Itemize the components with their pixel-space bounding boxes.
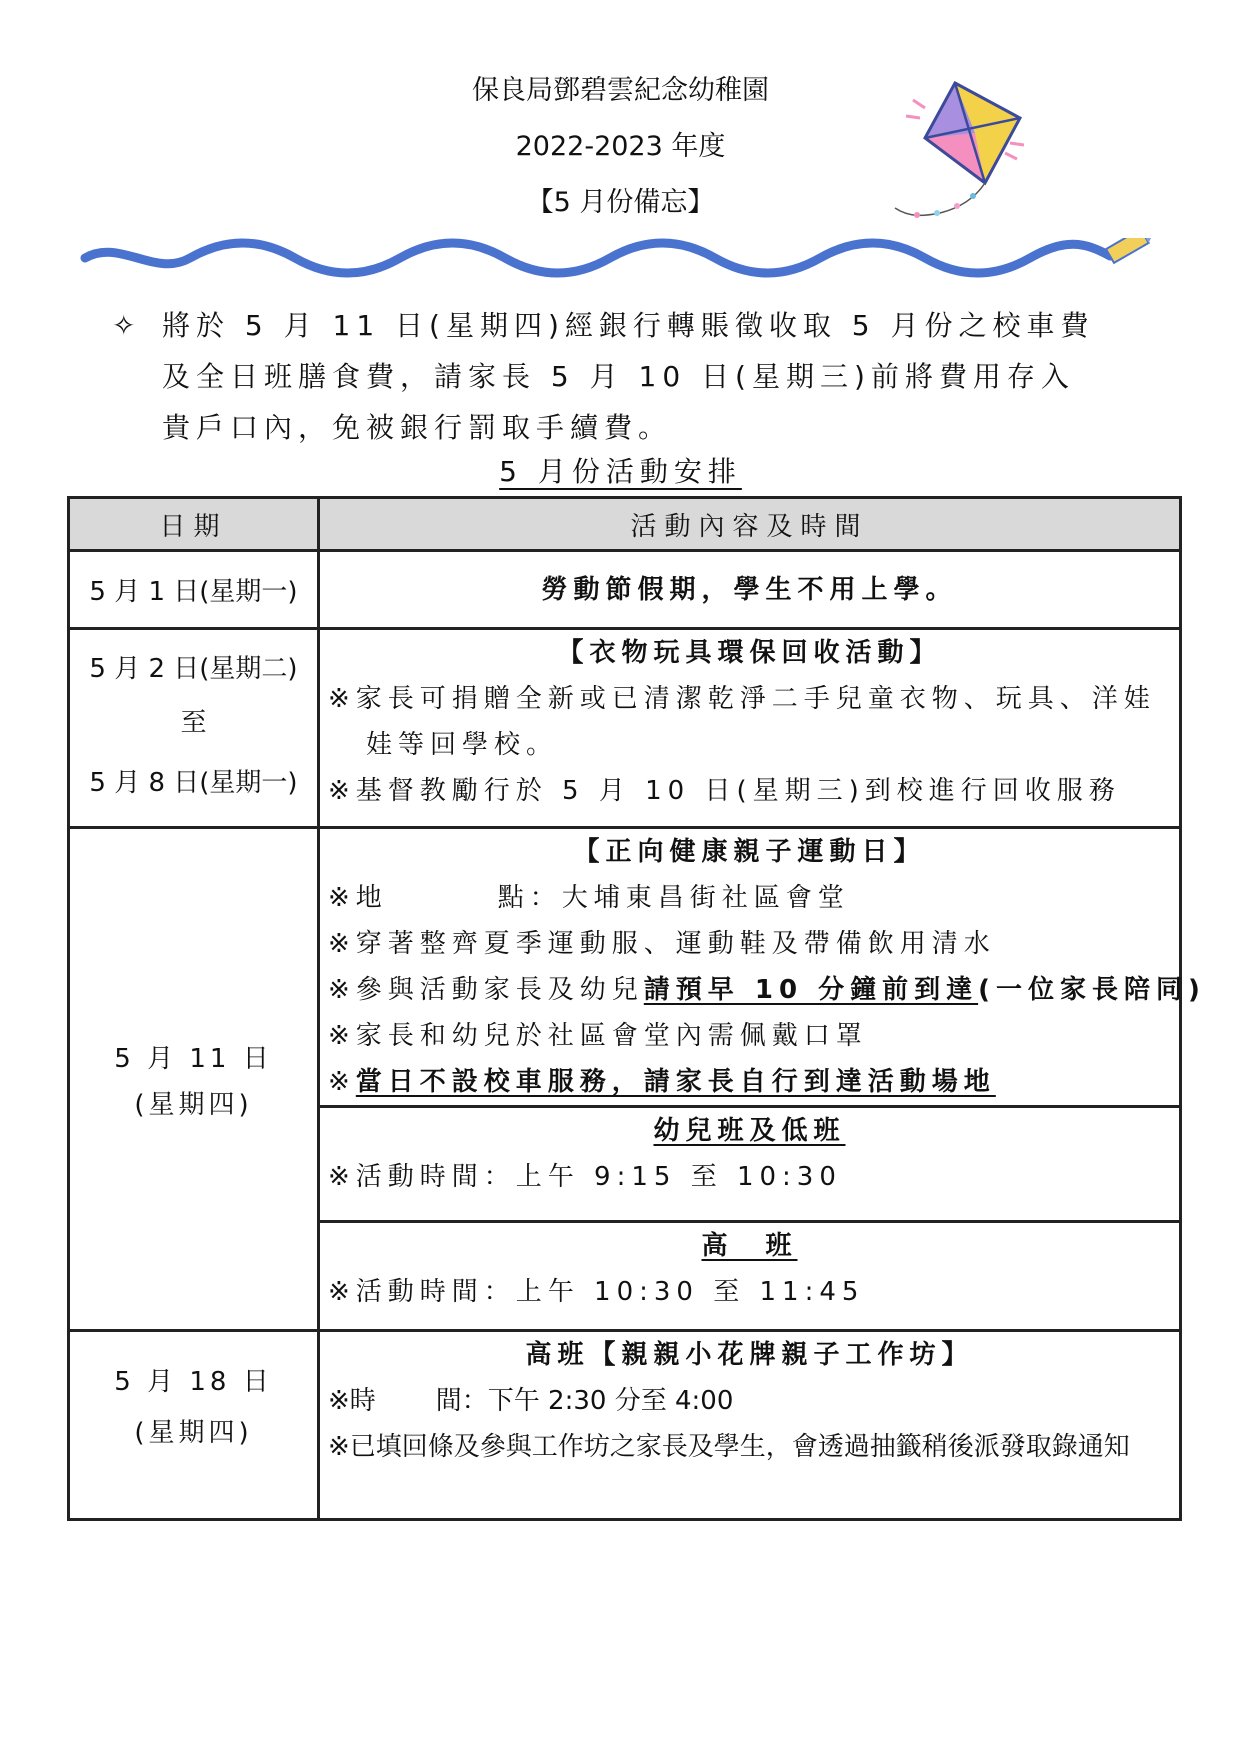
table-row <box>69 551 1181 629</box>
row3-date-cell <box>69 828 319 1331</box>
row1-date: 5 月 1 日(星期一) <box>69 551 319 629</box>
row3-group1-title-wrap <box>320 1108 1179 1154</box>
row3-content-cell <box>319 828 1206 1107</box>
row3-item-5-bold: 當日不設校車服務，請家長自行到達活動場地 <box>355 1067 996 1097</box>
table-row <box>69 629 1181 828</box>
diamond-bullet-icon: ✧ <box>112 309 142 342</box>
row2-date-cell <box>69 629 319 828</box>
row3-date: 5 月 11 日 <box>114 1043 273 1074</box>
row3-title: 【正向健康親子運動日】 <box>573 837 926 867</box>
row3-item-5-prefix: ※ <box>328 1067 356 1097</box>
row3-item-5 <box>320 1059 1179 1105</box>
row4-content-cell <box>319 1331 1181 1520</box>
row3-group2-title-wrap <box>320 1223 1179 1269</box>
header-content: 活動內容及時間 <box>319 498 1181 551</box>
row3-group1-title: 幼兒班及低班 <box>653 1116 846 1146</box>
row3-group2-title: 高 班 <box>701 1231 798 1261</box>
row4-weekday: (星期四) <box>134 1418 253 1448</box>
table-row <box>69 828 1181 1107</box>
row3-item-3-prefix: ※參與活動家長及幼兒 <box>328 975 644 1005</box>
row4-note: ※已填回條及參與工作坊之家長及學生，會透過抽籤稍後派發取錄通知 <box>328 1432 1130 1462</box>
activities-title <box>0 450 1241 490</box>
row3-location <box>320 875 1179 921</box>
row1-content-cell <box>319 551 1181 629</box>
school-name: 保良局鄧碧雲紀念幼稚園 <box>472 75 769 106</box>
row3-item-2: ※穿著整齊夏季運動服、運動鞋及帶備飲用清水 <box>328 929 996 959</box>
row2-item-2: ※基督教勵行於 5 月 10 日(星期三)到校進行回收服務 <box>328 776 1121 806</box>
table-row <box>69 1331 1181 1520</box>
memo-title: 【5 月份備忘】 <box>526 187 715 218</box>
row3-group1-cell <box>319 1107 1181 1222</box>
row3-group2-cell <box>319 1222 1181 1331</box>
fee-notice-text: 將於 5 月 11 日(星期四)經銀行轉賬徵收取 5 月份之校車費及全日班膳食費，請家長 5 月 10 日(星期三)前將費用存入 貴戶口內，免被銀行罰取手續費。 <box>162 309 1095 444</box>
school-year: 2022-2023 年度 <box>515 131 726 162</box>
kite-icon <box>885 78 1055 238</box>
row2-date-start: 5 月 2 日(星期二) <box>89 654 298 684</box>
row2-content-cell <box>319 629 1181 828</box>
row3-item-4: ※家長和幼兒於社區會堂內需佩戴口罩 <box>328 1021 868 1051</box>
row2-title: 【衣物玩具環保回收活動】 <box>557 638 942 668</box>
row3-item-3-bold: 請預早 10 分鐘前到達 <box>643 975 979 1005</box>
row4-time <box>320 1378 1179 1424</box>
row4-time-text: 間：下午 2:30 分至 4:00 <box>435 1386 734 1416</box>
row3-group2-time: ※活動時間：上午 10:30 至 11:45 <box>328 1277 865 1307</box>
row4-date-cell <box>69 1331 319 1520</box>
row1-content: 勞動節假期，學生不用上學。 <box>541 574 958 605</box>
activities-title-text: 5 月份活動安排 <box>499 455 742 488</box>
activities-table <box>67 496 1206 1521</box>
row4-time-prefix: ※時 <box>328 1386 376 1416</box>
row3-group1-time: ※活動時間：上午 9:15 至 10:30 <box>328 1162 842 1192</box>
row3-location-text: 點：大埔東昌街社區會堂 <box>497 883 850 913</box>
row2-item-1: ※家長可捐贈全新或已清潔乾淨二手兒童衣物、玩具、洋娃娃等回學校。 <box>328 684 1156 760</box>
row4-title: 高班【親親小花牌親子工作坊】 <box>525 1340 974 1370</box>
wave-divider <box>80 238 1170 278</box>
row3-location-prefix: ※地 <box>328 883 388 913</box>
table-header-row <box>69 498 1181 551</box>
row3-item-3-suffix: (一位家長陪同) <box>978 975 1206 1005</box>
row2-date-end: 5 月 8 日(星期一) <box>89 768 298 798</box>
row3-weekday: (星期四) <box>134 1089 253 1120</box>
row4-date: 5 月 18 日 <box>114 1367 273 1397</box>
row3-item-3 <box>320 967 1206 1013</box>
row2-date-to: 至 <box>180 708 207 738</box>
header-date: 日期 <box>69 498 319 551</box>
